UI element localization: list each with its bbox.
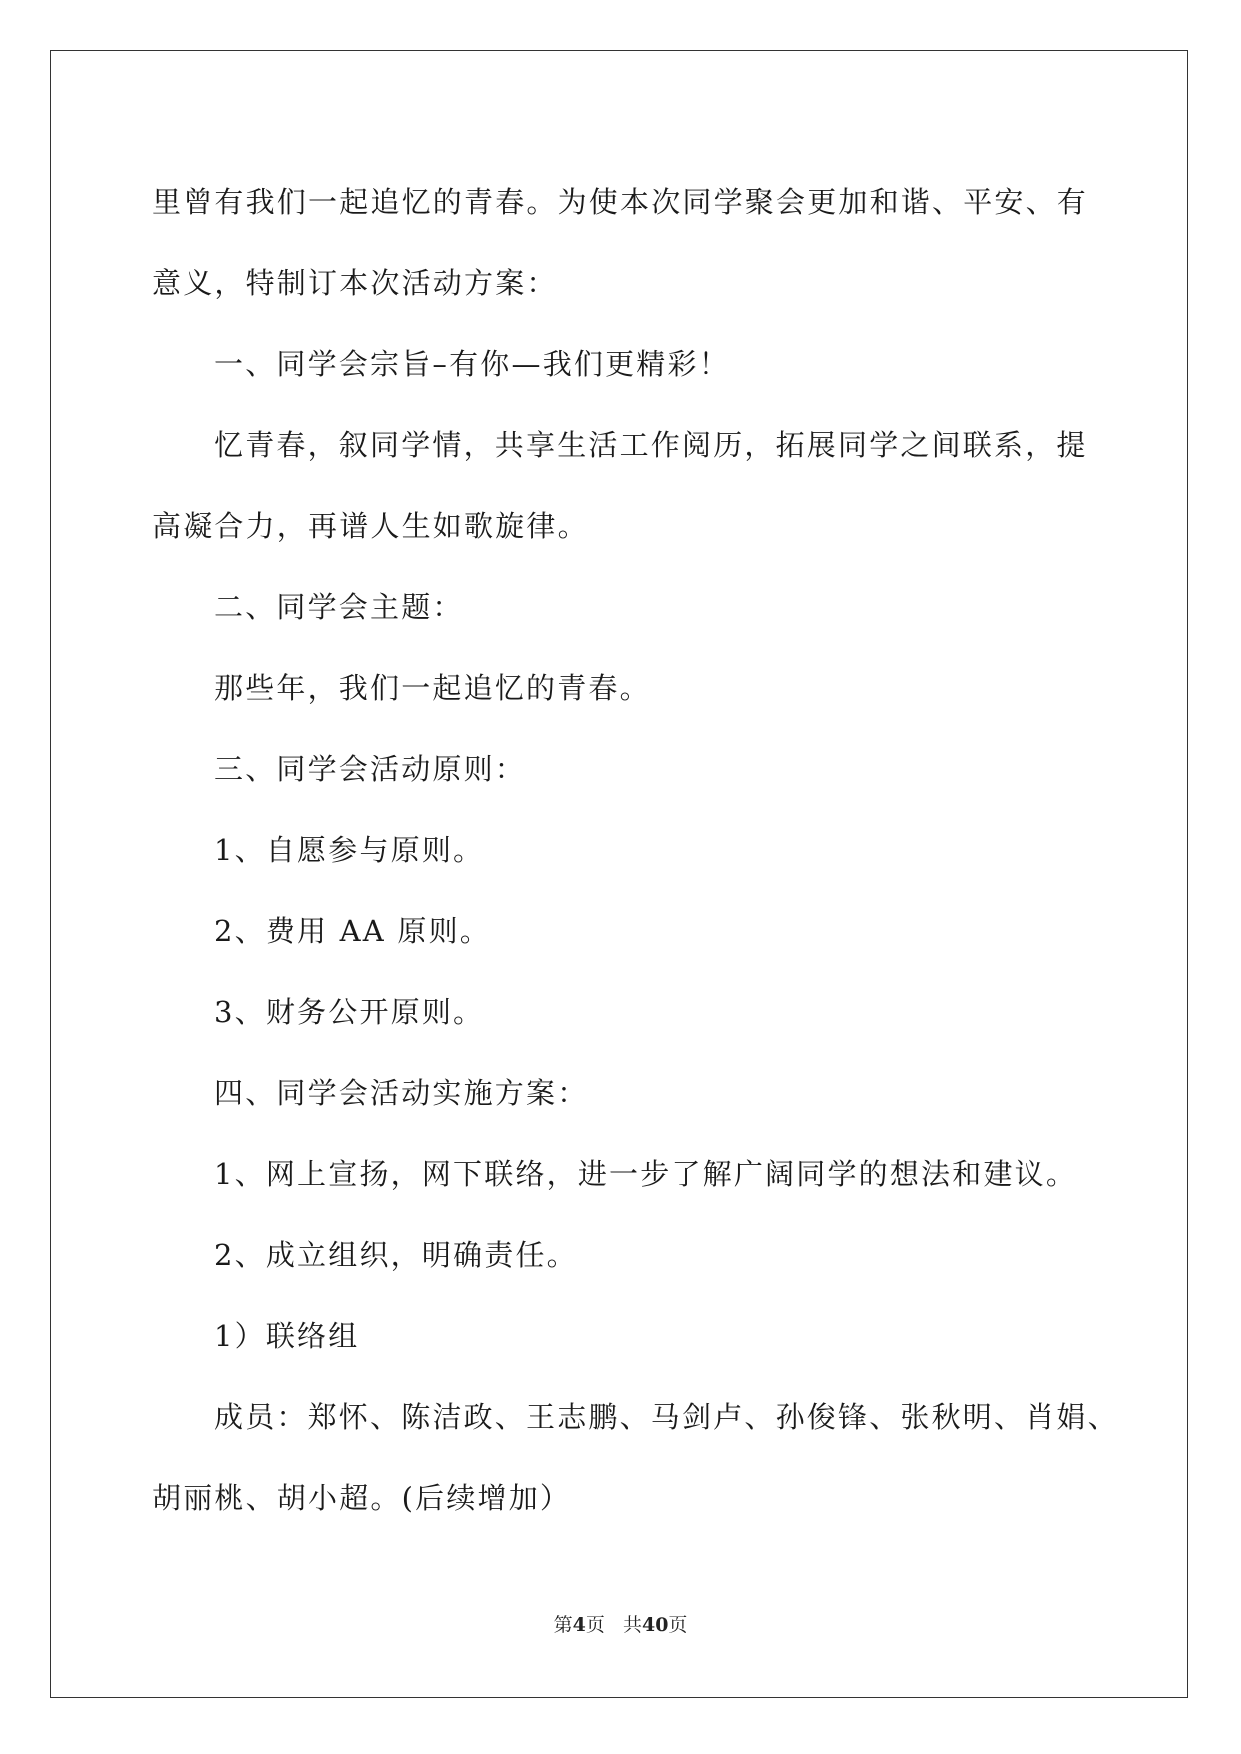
section-heading: 三、同学会活动原则： [214,752,527,786]
text-line: 意义，特制订本次活动方案： [152,266,558,300]
text-line: 成员：郑怀、陈洁政、王志鹏、马剑卢、孙俊锋、张秋明、肖娟、 [214,1400,1119,1434]
text-line: 忆青春，叙同学情，共享生活工作阅历，拓展同学之间联系，提 [214,428,1088,462]
total-pages: 40 [641,1614,669,1636]
section-heading: 一、同学会宗旨–有你—我们更精彩！ [214,347,730,381]
total-suffix: 页 [668,1614,688,1636]
list-item: 1、自愿参与原则。 [214,833,485,867]
page-number: 4 [572,1614,586,1636]
document-body [152,162,1119,1539]
list-item: 2、费用 AA 原则。 [214,914,491,948]
sub-heading: 1）联络组 [214,1319,360,1353]
text-line: 那些年，我们一起追忆的青春。 [214,671,651,705]
page-suffix: 页 [585,1614,605,1636]
list-item: 3、财务公开原则。 [214,995,485,1029]
page-prefix: 第 [553,1614,573,1636]
list-item: 2、成立组织，明确责任。 [214,1238,578,1272]
text-line: 里曾有我们一起追忆的青春。为使本次同学聚会更加和谐、平安、有 [152,185,1089,219]
section-heading: 二、同学会主题： [214,590,464,624]
section-heading: 四、同学会活动实施方案： [214,1076,589,1110]
list-item: 1、网上宣扬，网下联络，进一步了解广阔同学的想法和建议。 [214,1157,1078,1191]
total-prefix: 共 [622,1614,642,1636]
text-line: 高凝合力，再谱人生如歌旋律。 [152,509,589,543]
text-line: 胡丽桃、胡小超。(后续增加） [152,1481,572,1515]
page-footer [0,1610,1241,1637]
